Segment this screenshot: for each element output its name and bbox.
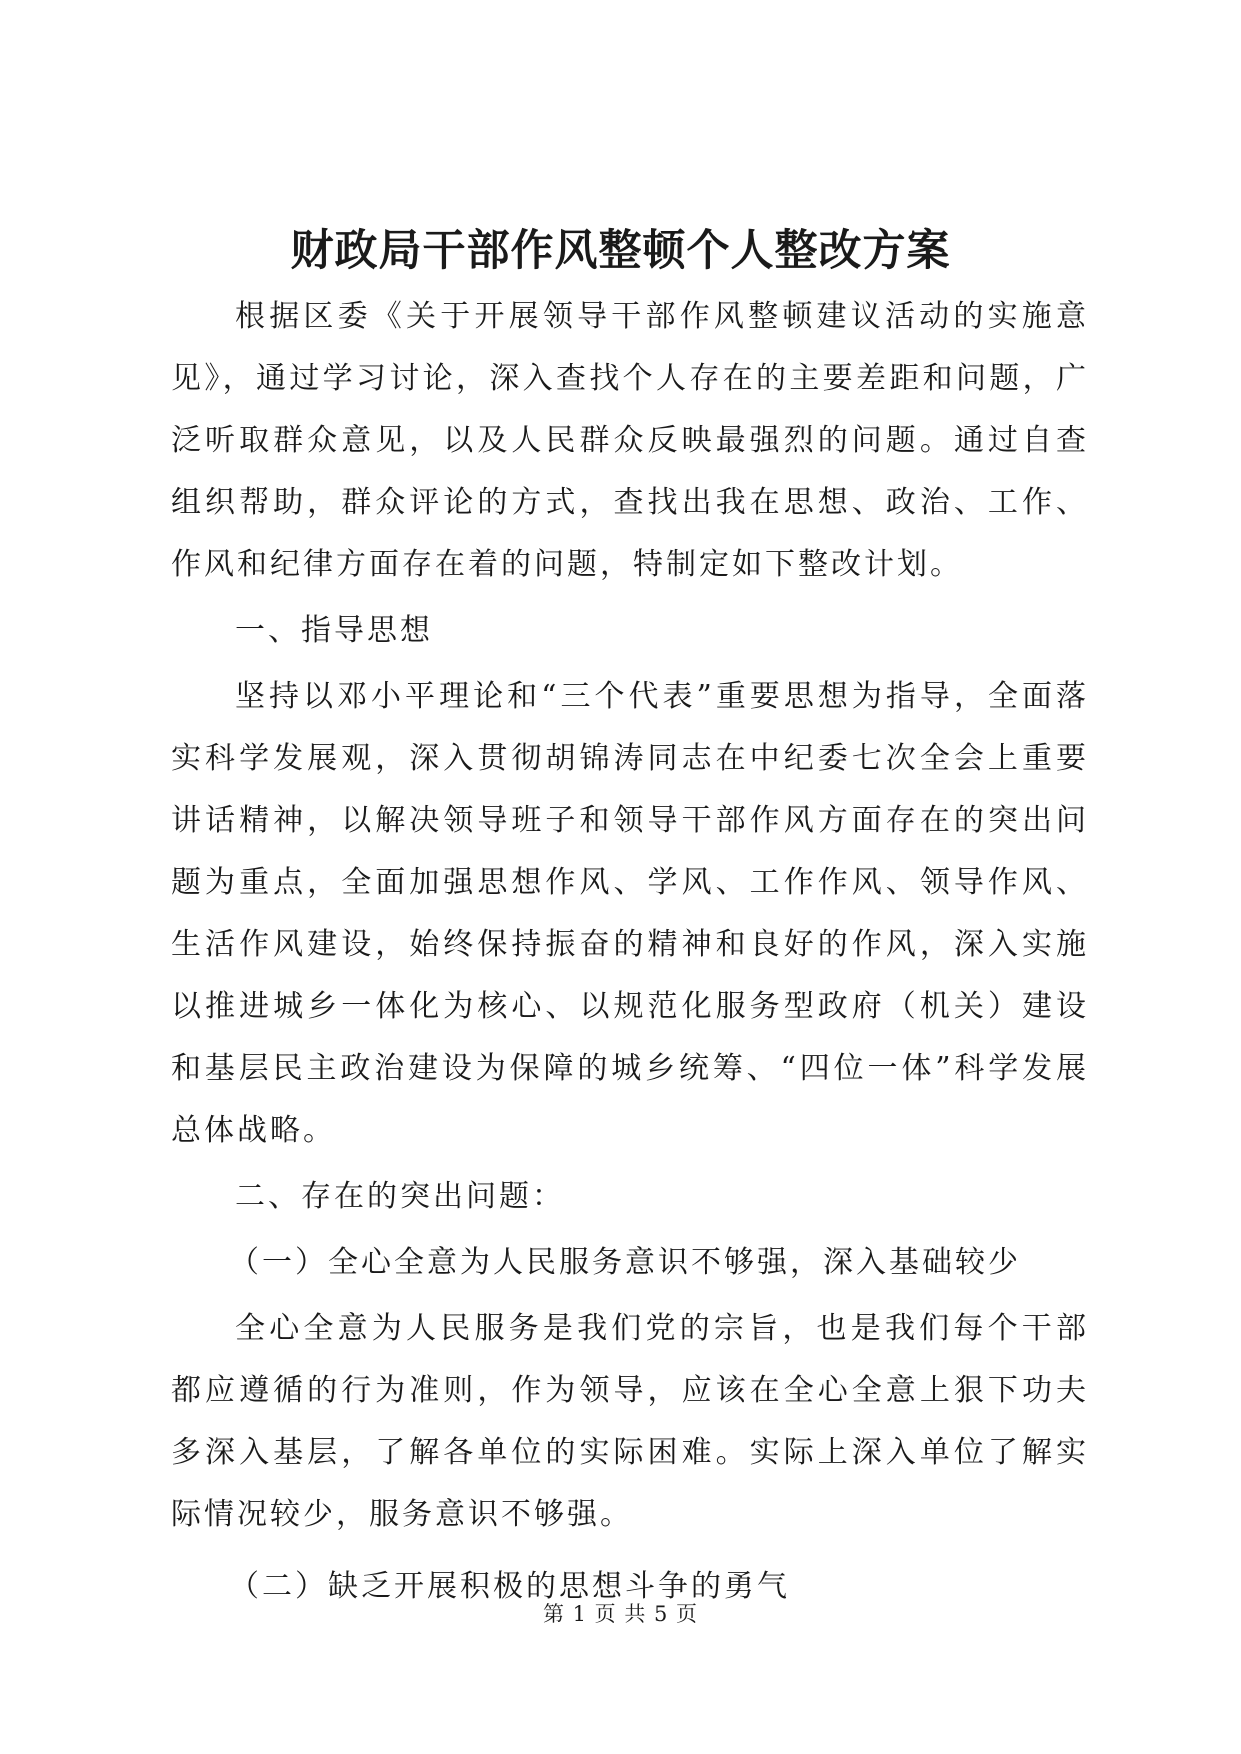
document-body bbox=[171, 286, 1089, 1618]
subsection-heading-service-awareness: （一）全心全意为人民服务意识不够强，深入基础较少 bbox=[229, 1245, 1021, 1280]
section-heading-guiding-thought: 一、指导思想 bbox=[235, 613, 433, 648]
intro-paragraph: 根据区委《关于开展领导干部作风整顿建议活动的实施意见》，通过学习讨论，深入查找个人存在的主要差距和问题，广泛听取群众意见，以及人民群众反映最强烈的问题。通过自查组织帮助，群众评论的方式，查找出我在思想、政治、工作、作风和纪律方面存在着的问题，特制定如下整改计划。 bbox=[171, 299, 1089, 582]
service-awareness-paragraph: 全心全意为人民服务是我们党的宗旨，也是我们每个干部都应遵循的行为准则，作为领导，应该在全心全意上狠下功夫多深入基层，了解各单位的实际困难。实际上深入单位了解实际情况较少，服务意识不够强。 bbox=[171, 1311, 1089, 1532]
guiding-thought-paragraph: 坚持以邓小平理论和“三个代表”重要思想为指导，全面落实科学发展观，深入贯彻胡锦涛同志在中纪委七次全会上重要讲话精神，以解决领导班子和领导干部作风方面存在的突出问题为重点，全面加强思想作风、学风、工作作风、领导作风、生活作风建设，始终保持振奋的精神和良好的作风，深入实施以推进城乡一体化为核心、以规范化服务型政府（机关）建设和基层民主政治建设为保障的城乡统筹、“四位一体”科学发展总体战略。 bbox=[171, 679, 1089, 1148]
section-heading-problems: 二、存在的突出问题： bbox=[235, 1179, 565, 1214]
document-title: 财政局干部作风整顿个人整改方案 bbox=[290, 226, 951, 276]
page-footer: 第 1 页 共 5 页 bbox=[542, 1602, 699, 1626]
subsection-heading-ideological-struggle: （二）缺乏开展积极的思想斗争的勇气 bbox=[229, 1569, 790, 1604]
